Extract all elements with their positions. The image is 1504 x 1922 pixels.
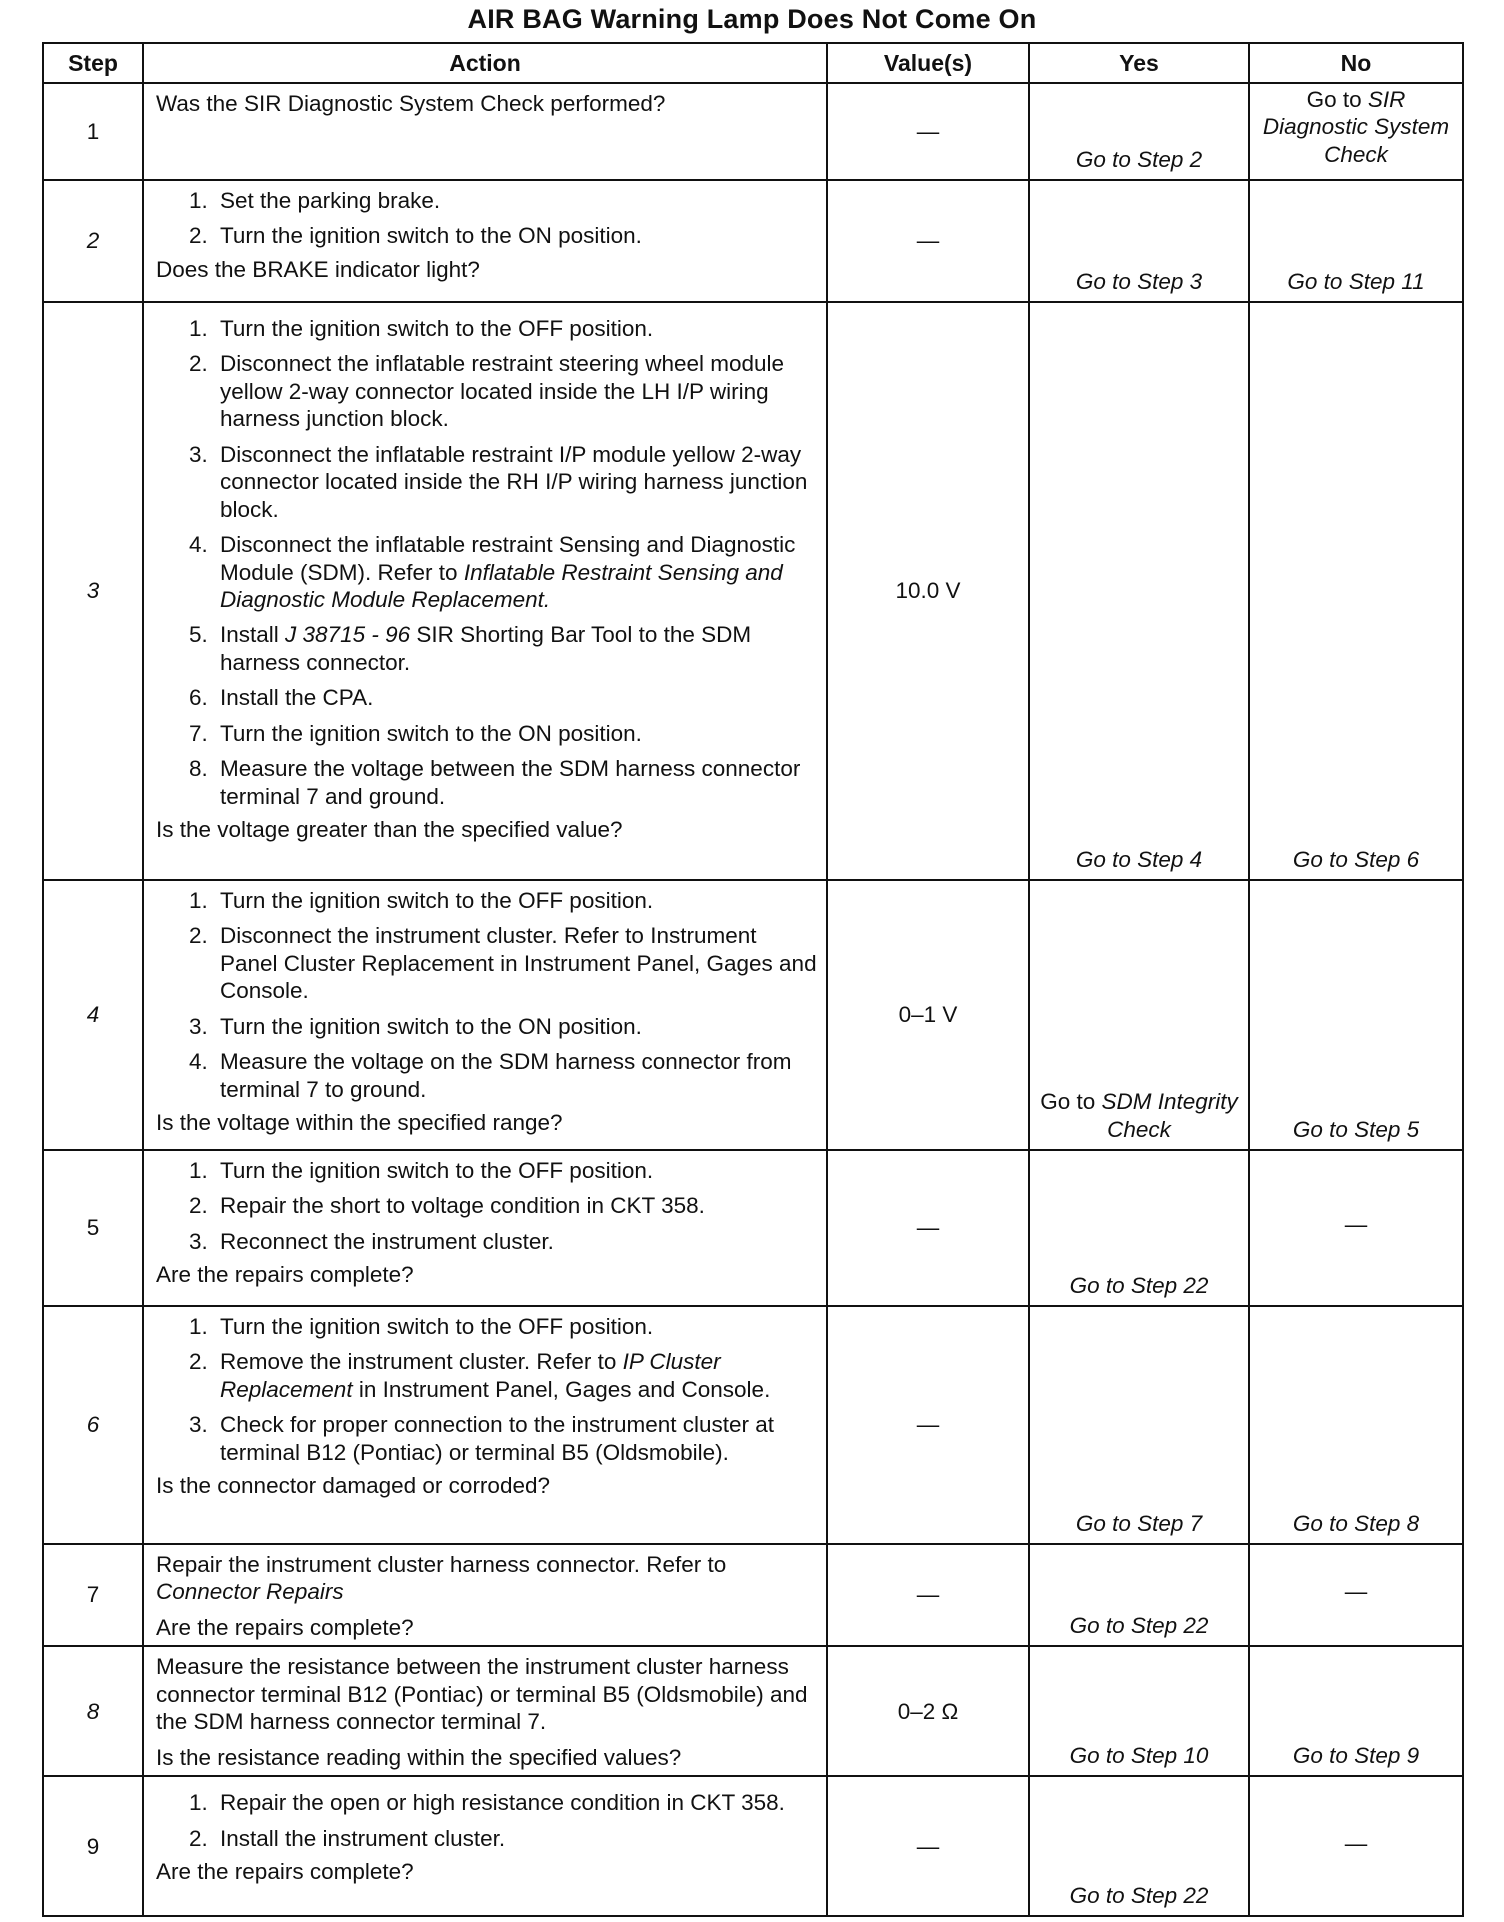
no-cell: Go to Step 5: [1249, 880, 1463, 1150]
value-cell: —: [827, 1776, 1029, 1916]
yes-prefix: Go to: [1040, 1089, 1102, 1115]
action-cell: [143, 880, 827, 1150]
yes-cell: Go to Step 4: [1029, 302, 1249, 880]
no-cell: [1249, 83, 1463, 180]
action-item: 2. Turn the ignition switch to the ON position.: [214, 222, 818, 249]
action-cell: [143, 1306, 827, 1544]
action-item: [214, 621, 818, 676]
no-cell: Go to Step 6: [1249, 302, 1463, 880]
header-action: Action: [143, 43, 827, 83]
header-row: [43, 43, 1463, 83]
table-row: [43, 83, 1463, 180]
table-row: [43, 1544, 1463, 1646]
action-item: 8. Measure the voltage between the SDM harness connector terminal 7 and ground.: [214, 755, 818, 810]
action-item-text: SIR Shorting Bar Tool to the SDM harness connector.: [220, 622, 752, 675]
action-item-ref: IP Cluster Replacement: [220, 1349, 721, 1402]
yes-cell: Go to Step 22: [1029, 1150, 1249, 1306]
value-cell: —: [827, 1544, 1029, 1646]
action-item: 3. Reconnect the instrument cluster.: [214, 1228, 818, 1255]
action-item: 1. Turn the ignition switch to the OFF position.: [214, 887, 818, 914]
yes-cell: Go to Step 2: [1029, 83, 1249, 180]
action-cell: [143, 1544, 827, 1646]
action-item-text: Remove the instrument cluster. Refer to: [220, 1349, 623, 1375]
tool-ref: J 38715 - 96: [285, 622, 411, 648]
yes-cell: Go to Step 22: [1029, 1776, 1249, 1916]
action-text: Repair the instrument cluster harness connector. Refer to: [156, 1552, 727, 1577]
step-number: 6: [43, 1306, 143, 1544]
action-item: 6. Install the CPA.: [214, 684, 818, 711]
no-cell: Go to Step 9: [1249, 1646, 1463, 1776]
action-cell: [143, 83, 827, 180]
action-item: 1. Turn the ignition switch to the OFF position.: [214, 1157, 818, 1184]
header-values: Value(s): [827, 43, 1029, 83]
value-cell: 0–1 V: [827, 880, 1029, 1150]
action-item: [214, 1348, 818, 1403]
action-item-ref: Connector Repairs: [156, 1579, 344, 1605]
action-item: 4. Measure the voltage on the SDM harness connector from terminal 7 to ground.: [214, 1048, 818, 1103]
action-item: 3. Disconnect the inflatable restraint I/P module yellow 2-way connector located inside the RH I/P wiring harness junction block.: [214, 441, 818, 523]
action-item-text: in Instrument Panel, Gages and Console.: [352, 1376, 771, 1402]
value-cell: —: [827, 1306, 1029, 1544]
header-no: No: [1249, 43, 1463, 83]
step-number: 3: [43, 302, 143, 880]
table-row: [43, 1646, 1463, 1776]
action-item: 1. Repair the open or high resistance condition in CKT 358.: [214, 1789, 818, 1816]
action-item: 1. Turn the ignition switch to the OFF position.: [214, 1313, 818, 1340]
action-item: 1. Turn the ignition switch to the OFF position.: [214, 315, 818, 342]
action-question: Is the voltage within the specified range?: [156, 1110, 563, 1136]
action-cell: [143, 180, 827, 302]
action-question: Are the repairs complete?: [156, 1614, 414, 1640]
action-item-text: Install: [220, 622, 286, 648]
action-item: 2. Install the instrument cluster.: [214, 1825, 818, 1852]
no-cell: Go to Step 8: [1249, 1306, 1463, 1544]
action-ref-line: [156, 1578, 818, 1605]
header-yes: Yes: [1029, 43, 1249, 83]
action-item-ref: Inflatable Restraint Sensing and Diagnostic Module Replacement.: [220, 559, 783, 612]
action-item: 2. Disconnect the inflatable restraint steering wheel module yellow 2-way connector located inside the LH I/P wiring harness junction block.: [214, 350, 818, 432]
action-question: Are the repairs complete?: [156, 1859, 414, 1885]
action-question: Is the resistance reading within the specified values?: [156, 1744, 682, 1770]
step-number: 2: [43, 180, 143, 302]
no-cell: —: [1249, 1544, 1463, 1646]
action-item: 3. Check for proper connection to the instrument cluster at terminal B12 (Pontiac) or terminal B5 (Oldsmobile).: [214, 1411, 818, 1466]
table-row: [43, 302, 1463, 880]
action-item: 7. Turn the ignition switch to the ON position.: [214, 720, 818, 747]
step-number: 9: [43, 1776, 143, 1916]
yes-cell: Go to Step 7: [1029, 1306, 1249, 1544]
action-item: 2. Disconnect the instrument cluster. Refer to Instrument Panel Cluster Replacement in Instrument Panel, Gages and Console.: [214, 922, 818, 1004]
no-cell: Go to Step 11: [1249, 180, 1463, 302]
action-question: Are the repairs complete?: [156, 1262, 414, 1288]
diagnostic-table: [42, 42, 1464, 1917]
action-cell: [143, 1776, 827, 1916]
step-number: 8: [43, 1646, 143, 1776]
action-item: 1. Set the parking brake.: [214, 187, 818, 214]
step-number: 4: [43, 880, 143, 1150]
action-cell: [143, 302, 827, 880]
table-row: [43, 880, 1463, 1150]
step-number: 1: [43, 83, 143, 180]
no-cell: —: [1249, 1150, 1463, 1306]
table-row: [43, 180, 1463, 302]
no-prefix: Go to: [1306, 87, 1368, 112]
step-number: 7: [43, 1544, 143, 1646]
value-cell: —: [827, 1150, 1029, 1306]
step-number: 5: [43, 1150, 143, 1306]
table-row: [43, 1150, 1463, 1306]
header-step: Step: [43, 43, 143, 83]
action-cell: [143, 1646, 827, 1776]
value-cell: 0–2 Ω: [827, 1646, 1029, 1776]
table-row: [43, 1776, 1463, 1916]
action-item: 3. Turn the ignition switch to the ON position.: [214, 1013, 818, 1040]
yes-link: SDM Integrity Check: [1101, 1089, 1238, 1142]
action-question: Is the connector damaged or corroded?: [156, 1473, 550, 1499]
action-item: 2. Repair the short to voltage condition in CKT 358.: [214, 1192, 818, 1219]
action-item: [214, 531, 818, 613]
action-cell: [143, 1150, 827, 1306]
yes-cell: Go to Step 3: [1029, 180, 1249, 302]
value-cell: —: [827, 83, 1029, 180]
action-text: Measure the resistance between the instrument cluster harness connector terminal B12 (Pontiac) or terminal B5 (Oldsmobile) and the SDM harness connector terminal 7.: [156, 1654, 808, 1735]
action-item-text: Disconnect the inflatable restraint Sensing and Diagnostic Module (SDM). Refer to: [220, 532, 796, 585]
table-row: [43, 1306, 1463, 1544]
page-title: AIR BAG Warning Lamp Does Not Come On: [467, 4, 1037, 34]
action-question: Was the SIR Diagnostic System Check performed?: [156, 91, 666, 116]
value-cell: —: [827, 180, 1029, 302]
yes-cell: Go to Step 10: [1029, 1646, 1249, 1776]
no-link: SIR Diagnostic System Check: [1262, 87, 1450, 167]
action-question: Does the BRAKE indicator light?: [156, 256, 480, 282]
no-cell: —: [1249, 1776, 1463, 1916]
value-cell: 10.0 V: [827, 302, 1029, 880]
yes-cell: [1029, 880, 1249, 1150]
action-question: Is the voltage greater than the specified value?: [156, 817, 623, 842]
yes-cell: Go to Step 22: [1029, 1544, 1249, 1646]
